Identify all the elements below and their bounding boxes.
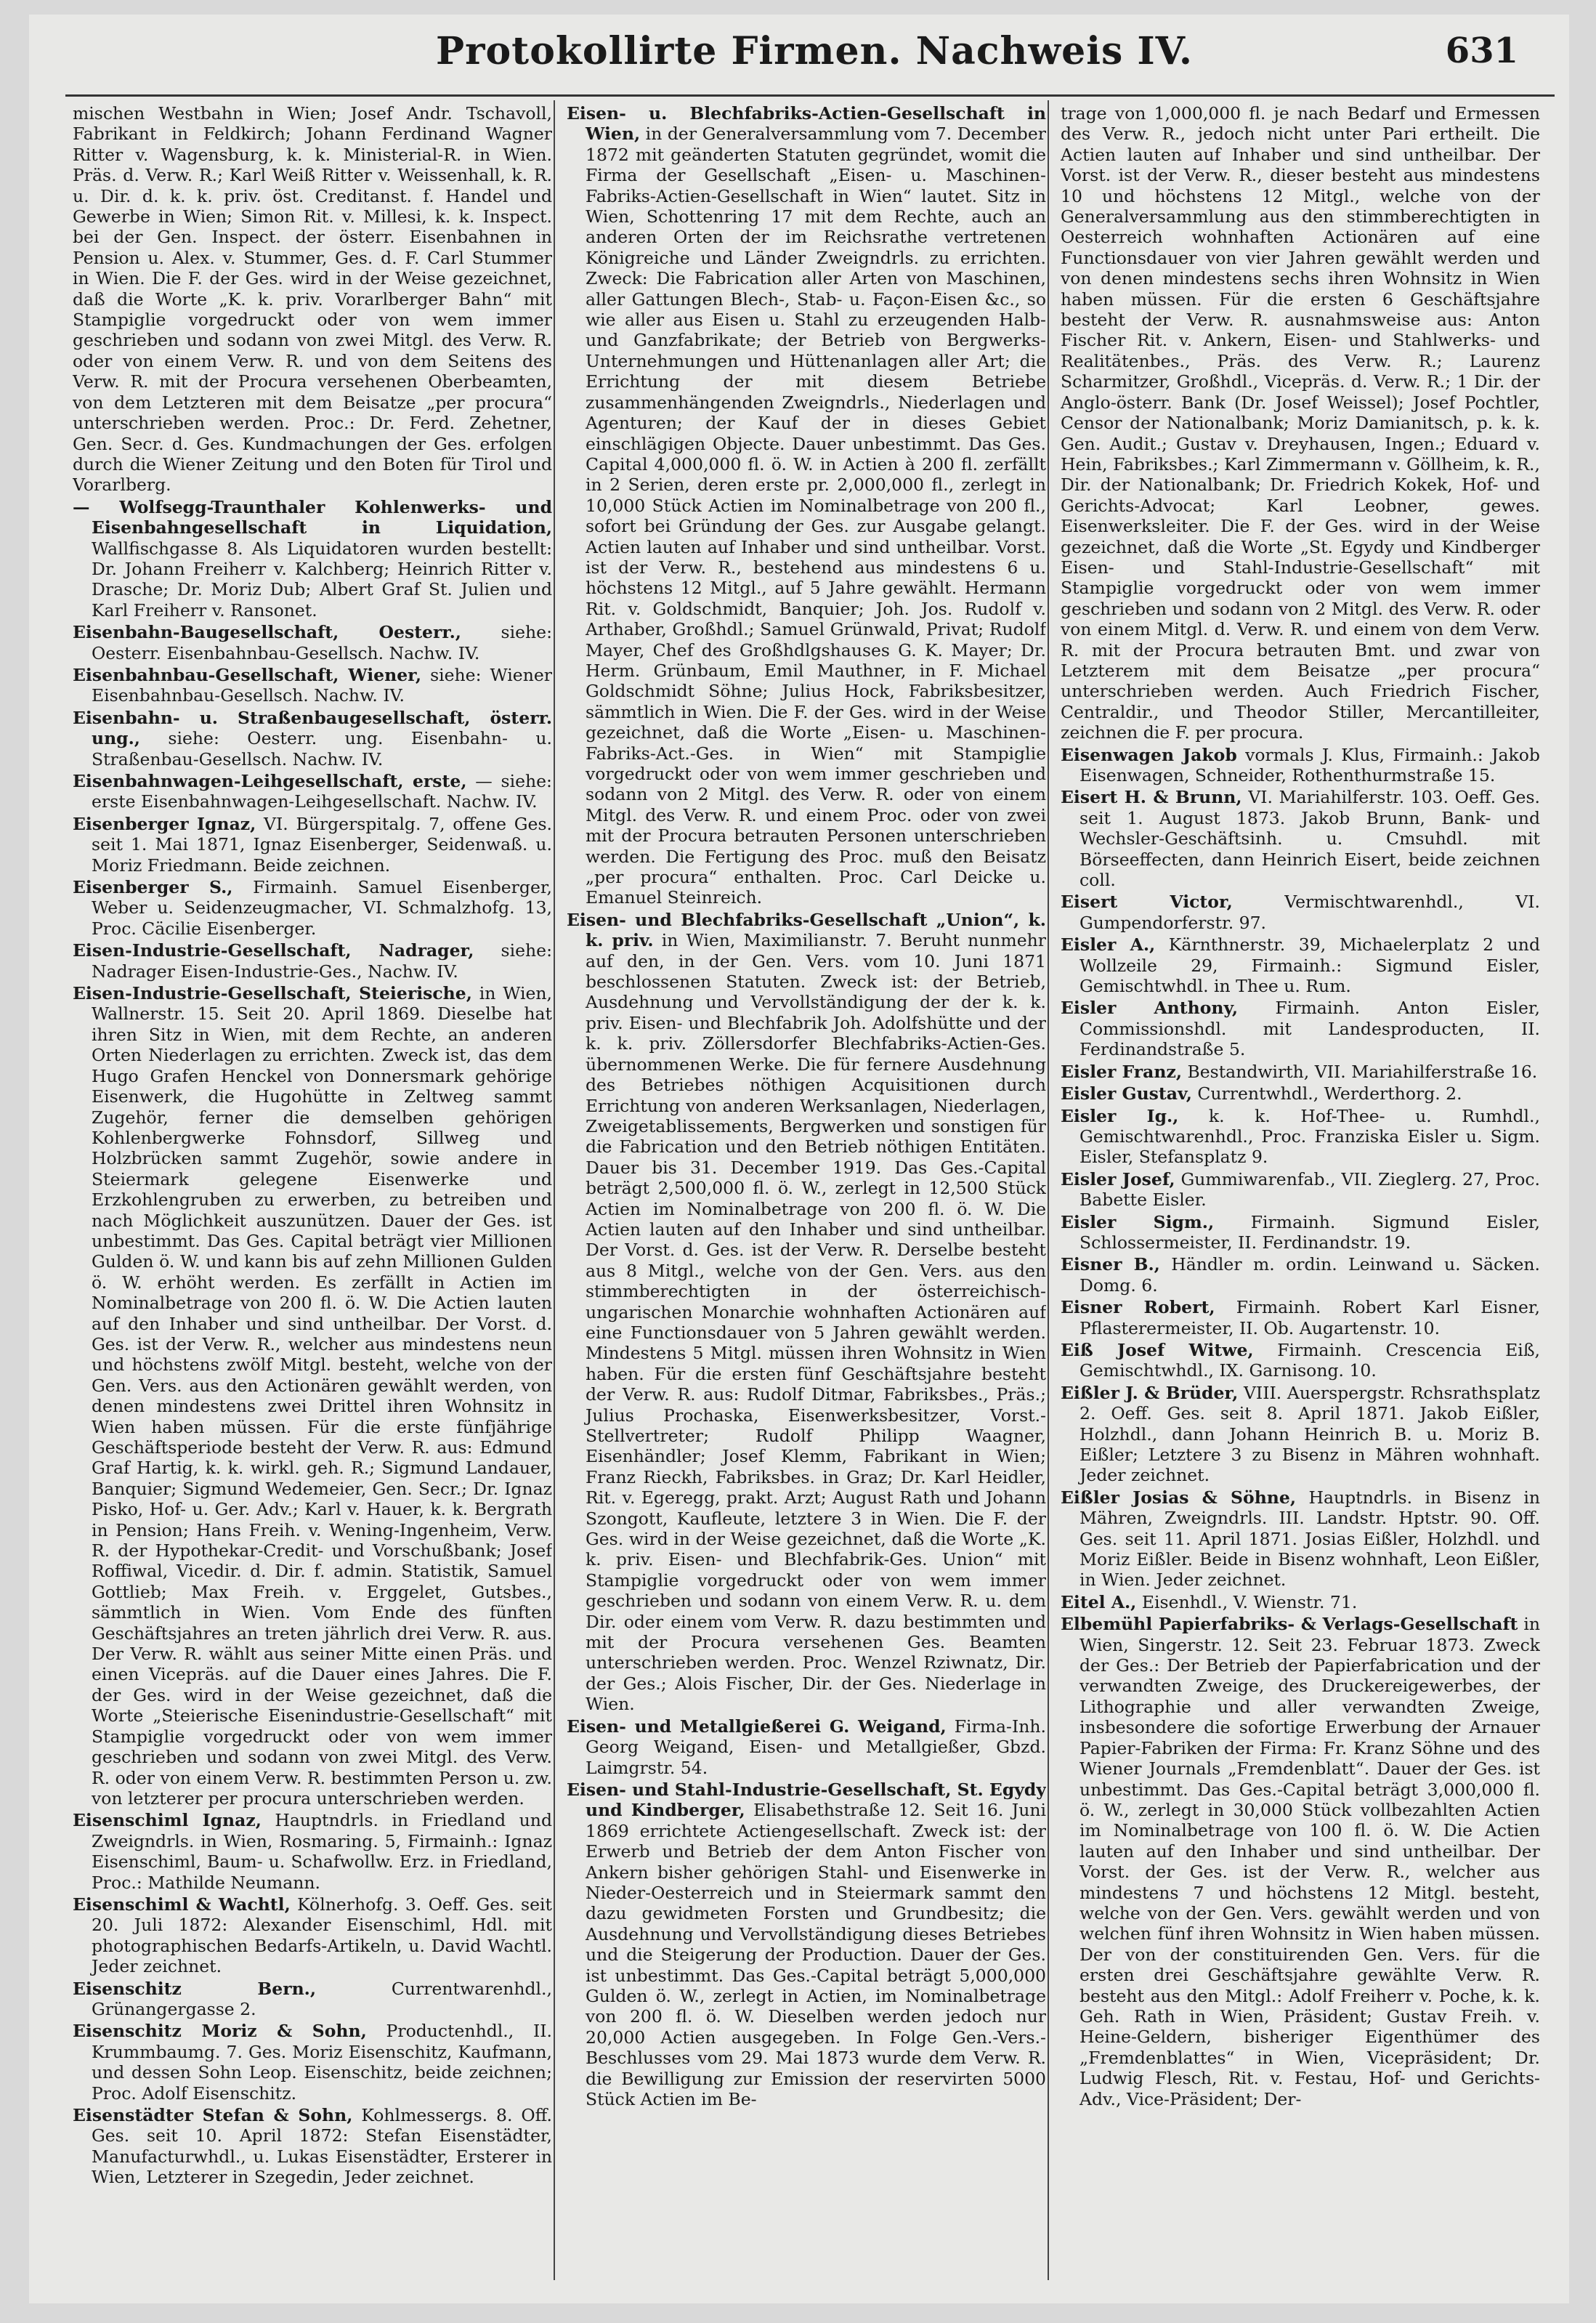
directory-entry: [73, 2105, 552, 2188]
directory-entry: [73, 940, 552, 982]
entry-firm-name: Eisler A.,: [1061, 934, 1156, 956]
entry-text: Kölnerhofg. 3. Oeff. Ges. seit 20. Juli 1872: Alexander Eisenschiml, Hdl. mit photographischen Bedarfs-Artikeln, u. David Wachtl. Jeder zeichnet.: [92, 1894, 552, 1977]
directory-entry: [1061, 1340, 1540, 1381]
entry-text: Händler m. ordin. Leinwand u. Säcken. Domg. 6.: [1079, 1254, 1540, 1296]
directory-entry: [73, 1810, 552, 1893]
column-3: [1061, 103, 1540, 2283]
entry-text: Wallfischgasse 8. Als Liquidatoren wurden bestellt: Dr. Johann Freiherr v. Kalchberg; Heinrich Ritter v. Drasche; Dr. Moriz Dub; Albert Graf St. Julien und Karl Freiherr v. Ransonet.: [92, 538, 552, 621]
directory-entry: [73, 103, 552, 496]
entry-firm-name: Eisert H. & Brunn,: [1061, 787, 1242, 808]
directory-entry: [1061, 1106, 1540, 1168]
entry-text: k. k. Hof-Thee- u. Rumhdl., Gemischtwarenhdl., Proc. Franziska Eisler u. Sigm. Eisler, Stefansplatz 9.: [1079, 1105, 1540, 1168]
directory-entry: [1061, 103, 1540, 743]
column-2: [567, 103, 1046, 2283]
entry-firm-name: Eisenbahnwagen-Leihgesellschaft, erste,: [73, 771, 467, 791]
entry-firm-name: Eisen-Industrie-Gesellschaft, Steierische,: [73, 983, 472, 1004]
entry-firm-name: Eisenschiml & Wachtl,: [73, 1894, 291, 1915]
entry-firm-name: Eisenwagen Jakob: [1061, 744, 1237, 765]
directory-entry: [567, 1779, 1046, 2110]
directory-entry: [73, 983, 552, 1809]
directory-entry: [567, 910, 1046, 1715]
page-header: [29, 15, 1569, 94]
directory-entry: [1061, 745, 1540, 786]
entry-text: Bestandwirth, VII. Mariahilferstraße 16.: [1187, 1061, 1538, 1082]
entry-text: Productenhdl., II. Krummbaumg. 7. Ges. Moriz Eisenschitz, Kaufmann, und dessen Sohn Leop. Eisenschitz, beide zeichnen; Proc. Adolf Eisenschitz.: [92, 2021, 552, 2104]
entry-text: Currentwarenhdl., Grünangergasse 2.: [92, 1978, 552, 2019]
directory-entry: [73, 1979, 552, 2020]
entry-text: siehe: Oesterr. ung. Eisenbahn- u. Straßenbau-Gesellsch. Nachw. IV.: [92, 728, 552, 769]
entry-firm-name: Eiß Josef Witwe,: [1061, 1339, 1254, 1360]
entry-firm-name: Eißler J. & Brüder,: [1061, 1382, 1239, 1403]
entry-text: siehe: Nadrager Eisen-Industrie-Ges., Nachw. IV.: [92, 940, 552, 982]
directory-entry: [1061, 892, 1540, 933]
entry-firm-name: Eisler Ig.,: [1061, 1105, 1179, 1126]
entry-firm-name: Eisert Victor,: [1061, 892, 1233, 913]
entry-text: Kohlmessergs. 8. Off. Ges. seit 10. April 1872: Stefan Eisenstädter, Manufacturwhdl., u. Lukas Eisenstädter, Ersterer in Wien, Letzterer in Szegedin, Jeder zeichnet.: [92, 2105, 552, 2188]
entry-text: trage von 1,000,000 fl. je nach Bedarf und Ermessen des Verw. R., jedoch nicht unter Pari ertheilt. Die Actien lauten auf Inhaber und sind untheilbar. Der Vorst. ist der Verw. R., dieser besteht aus mindestens 10 und höchstens 12 Mitgl., welche von der Generalversammlung aus den stimmberechtigten in Oesterreich wohnhaften Actionären auf eine Functionsdauer von vier Jahren gewählt werden und von denen mindestens sechs ihren Wohnsitz in Wien haben müssen. Für die ersten 6 Geschäftsjahre besteht der Verw. R. ausnahmsweise aus: Anton Fischer Rit. v. Ankern, Eisen- und Stahlwerks- und Realitätenbes., Präs. des Verw. R.; Laurenz Scharmitzer, Großhdl., Vicepräs. d. Verw. R.; 1 Dir. der Anglo-österr. Bank (Dr. Josef Weissel); Josef Pochtler, Censor der Nationalbank; Moriz Damianitsch, p. k. k. Gen. Audit.; Gustav v. Dreyhausen, Ingen.; Eduard v. Hein, Fabriksbes.; Karl Zimmermann v. Göllheim, k. R., Dir. der Nationalbank; Dr. Friedrich Kokek, Hof- und Gerichts-Advocat; Karl Leobner, gewes. Eisenwerksleiter. Die F. der Ges. wird in der Weise gezeichnet, daß die Worte „St. Egydy und Kindberger Eisen- und Stahl-Industrie-Gesellschaft“ mit Stampiglie vorgedruckt oder von wem immer geschrieben und sodann von 2 Mitgl. des Verw. R. oder von einem Mitgl. d. Verw. R. und einem von dem Verw. R. mit der Procura betrauten Bmt. und zwar von Letzterem mit dem Beisatze „per procura“ unterschrieben werden. Auch Friedrich Fischer, Centraldir., und Theodor Stiller, Mercantilleiter, zeichnen die F. per procura.: [1061, 103, 1540, 743]
entry-firm-name: Eisler Franz,: [1061, 1061, 1183, 1082]
directory-entry: [1061, 934, 1540, 996]
directory-entry: [73, 877, 552, 939]
entry-firm-name: Eisen- und Blechfabriks-Gesellschaft „Union“, k. k. priv.: [567, 909, 1046, 951]
entry-text: Eisenhdl., V. Wienstr. 71.: [1141, 1591, 1358, 1612]
page-number: 631: [1445, 31, 1518, 71]
directory-entry: [1061, 1614, 1540, 2109]
entry-text: Kärnthnerstr. 39, Michaelerplatz 2 und Wollzeile 29, Firmainh.: Sigmund Eisler, Gemischtwhdl. in Thee u. Rum.: [1079, 934, 1540, 997]
entry-firm-name: Elbemühl Papierfabriks- & Verlags-Gesellschaft: [1061, 1614, 1518, 1635]
entry-text: Hauptndrls. in Friedland und Zweigndrls. in Wien, Rosmaring. 5, Firmainh.: Ignaz Eisenschiml, Baum- u. Schafwollw. Erz. in Friedland, Proc.: Mathilde Neumann.: [92, 1810, 552, 1893]
directory-entry: [1061, 1383, 1540, 1486]
entry-firm-name: Eisler Anthony,: [1061, 998, 1239, 1019]
page-title: Protokollirte Firmen. Nachweis IV.: [436, 29, 1194, 73]
entry-text: — siehe: erste Eisenbahnwagen-Leihgesellschaft. Nachw. IV.: [92, 771, 552, 812]
entry-text: in Wien, Wallnerstr. 15. Seit 20. April 1869. Dieselbe hat ihren Sitz in Wien, mit dem Rechte, an anderen Orten Niederlagen zu errichten. Zweck ist, das dem Hugo Grafen Henckel von Donnersmark gehörige Eisenwerk, die Hugohütte in Zeltweg sammt Zugehör, ferner die demselben gehörigen Kohlenbergwerke Fohnsdorf, Sillweg und Holzbrücken sammt Zugehör, sowie andere in Steiermark gelegene Eisenwerke und Erzkohlengruben zu erwerben, zu betreiben und nach Möglichkeit auszunützen. Dauer der Ges. ist unbestimmt. Das Ges. Capital beträgt vier Millionen Gulden ö. W. und kann bis auf zehn Millionen Gulden ö. W. erhöht werden. Es zerfällt in Actien im Nominalbetrage von 200 fl. ö. W. Die Actien lauten auf den Inhaber und sind untheilbar. Der Vorst. d. Ges. ist der Verw. R., welcher aus mindestens neun und höchstens zwölf Mitgl. besteht, welche von der Gen. Vers. aus den Actionären gewählt werden, von denen mindestens zwei Drittel ihren Wohnsitz in Wien haben müssen. Für die erste fünfjährige Geschäftsperiode besteht der Verw. R. aus: Edmund Graf Hartig, k. k. wirkl. geh. R.; Sigmund Landauer, Banquier; Sigmund Wedemeier, Gen. Secr.; Dr. Ignaz Pisko, Hof- u. Ger. Adv.; Karl v. Hauer, k. k. Bergrath in Pension; Hans Freih. v. Wening-Ingenheim, Verw. R. der Hypothekar-Credit- und Vorschußbank; Josef Roffiwal, Vicedir. d. Dir. f. admin. Statistik, Samuel Gottlieb; Max Freih. v. Erggelet, Gutsbes., sämmtlich in Wien. Vom Ende des fünften Geschäftsjahres an treten jährlich drei Verw. R. aus. Der Verw. R. wählt aus seiner Mitte einen Präs. und einen Vicepräs. auf die Dauer eines Jahres. Die F. der Ges. wird in der Weise gezeichnet, daß die Worte „Steierische Eisenindustrie-Gesellschaft“ mit Stampiglie vorgedruckt oder von wem immer geschrieben und sodann von zwei Mitgl. des Verw. R. oder von einem Verw. R. bestimmten Person u. zw. von letzterer per procura unterschrieben werden.: [92, 983, 552, 1809]
directory-entry: [73, 2021, 552, 2104]
column-divider: [1048, 100, 1049, 2280]
entry-text: Firma-Inh. Georg Weigand, Eisen- und Metallgießer, Gbzd. Laimgrstr. 54.: [586, 1716, 1046, 1778]
entry-text: Vermischtwarenhdl., VI. Gumpendorferstr. 97.: [1079, 892, 1540, 933]
entry-firm-name: Eisenschitz Bern.,: [73, 1978, 317, 1999]
entry-text: VI. Bürgerspitalg. 7, offene Ges. seit 1. Mai 1871, Ignaz Eisenberger, Seidenwaß. u. Moriz Friedmann. Beide zeichnen.: [92, 813, 552, 876]
entry-firm-name: Eisenstädter Stefan & Sohn,: [73, 2105, 353, 2125]
directory-entry: [1061, 1083, 1540, 1104]
entry-text: Firmainh. Crescencia Eiß, Gemischtwhdl., IX. Garnisong. 10.: [1079, 1339, 1540, 1381]
directory-entry: [73, 708, 552, 769]
entry-text: VIII. Auerspergstr. Rchsrathsplatz 2. Oeff. Ges. seit 8. April 1871. Jakob Eißler, Holzhdl., dann Johann Heinrich B. u. Moriz B. Eißler; Letztere 3 zu Bisenz in Mähren wohnhaft. Jeder zeichnet.: [1079, 1382, 1540, 1486]
entry-firm-name: Eisner Robert,: [1061, 1297, 1215, 1318]
entry-text: Currentwhdl., Werderthorg. 2.: [1197, 1083, 1462, 1104]
entry-firm-name: Eisen- u. Blechfabriks-Actien-Gesellschaft in Wien,: [567, 103, 1046, 145]
directory-entry: [1061, 1487, 1540, 1591]
entry-firm-name: Eisler Gustav,: [1061, 1083, 1192, 1104]
directory-entry: [1061, 1254, 1540, 1296]
directory-entry: [1061, 998, 1540, 1059]
entry-text: siehe: Wiener Eisenbahnbau-Gesellsch. Nachw. IV.: [92, 664, 552, 706]
entry-text: in Wien, Maximilianstr. 7. Beruht nunmehr auf den, in der Gen. Vers. vom 10. Juni 1871 beschlossenen Statuten. Zweck ist: der Betrieb, Ausdehnung und Vervollständigung der der k. k. priv. Eisen- und Blechfabrik Joh. Adolfshütte und der k. k. priv. Zöllersdorfer Blechfabriks-Actien-Ges. übernommenen Werke. Die für fernere Ausdehnung des Betriebes nöthigen Acquisitionen durch Errichtung von anderen Werksanlagen, Niederlagen, Zweigetablissements, Bergwerken und sonstigen für die Fabrication und den Betrieb nöthigen Entitäten. Dauer bis 31. December 1919. Das Ges.-Capital beträgt 2,500,000 fl. ö. W., zerlegt in 12,500 Stück Actien im Nominalbetrage von 200 fl. ö. W. Die Actien lauten auf den Inhaber und sind untheilbar. Der Vorst. d. Ges. ist der Verw. R. Derselbe besteht aus 8 Mitgl., welche von der Gen. Vers. aus den stimmberechtigten in der österreichisch-ungarischen Monarchie wohnhaften Actionären auf eine Functionsdauer von 5 Jahren gewählt werden. Mindestens 5 Mitgl. müssen ihren Wohnsitz in Wien haben. Für die ersten fünf Geschäftsjahre besteht der Verw. R. aus: Rudolf Ditmar, Fabriksbes., Präs.; Julius Prochaska, Eisenwerksbesitzer, Vorst.-Stellvertreter; Rudolf Philipp Waagner, Eisenhändler; Josef Klemm, Fabrikant in Wien; Franz Rieckh, Fabriksbes. in Graz; Dr. Karl Heidler, Rit. v. Egeregg, prakt. Arzt; August Rath und Johann Szongott, Kaufleute, letztere 3 in Wien. Die F. der Ges. wird in der Weise gezeichnet, daß die Worte „K. k. priv. Eisen- und Blechfabrik-Ges. Union“ mit Stampiglie vorgedruckt oder von wem immer geschrieben und sodann von einem Verw. R. u. dem Dir. oder einem vom Verw. R. dazu bestimmten und mit der Procura versehenen Ges. Beamten unterschrieben werden. Proc. Wenzel Rziwnatz, Dir. der Ges.; Alois Fischer, Dir. der Ges. Niederlage in Wien.: [586, 930, 1046, 1715]
entry-firm-name: Eisenbahn- u. Straßenbaugesellschaft, österr. ung.,: [73, 707, 552, 749]
directory-entry: [73, 814, 552, 876]
entry-firm-name: Eisenschiml Ignaz,: [73, 1810, 262, 1831]
directory-entry: [1061, 1169, 1540, 1211]
entry-text: Hauptndrls. in Bisenz in Mähren, Zweigndrls. III. Landstr. Hptstr. 90. Off. Ges. seit 11. April 1871. Josias Eißler, Holzhdl. und Moriz Eißler. Beide in Bisenz wohnhaft, Leon Eißler, in Wien. Jeder zeichnet.: [1079, 1487, 1540, 1591]
entry-text: Firmainh. Anton Eisler, Commissionshdl. mit Landesproducten, II. Ferdinandstraße 5.: [1079, 998, 1540, 1060]
page: [29, 15, 1569, 2303]
directory-entry: [73, 1894, 552, 1977]
entry-firm-name: Eitel A.,: [1061, 1591, 1137, 1612]
entry-firm-name: Eisenberger S.,: [73, 877, 233, 898]
entry-text: Firmainh. Samuel Eisenberger, Weber u. Seidenzeugmacher, VI. Schmalzhofg. 13, Proc. Cäcilie Eisenberger.: [92, 877, 552, 939]
entry-text: siehe: Oesterr. Eisenbahnbau-Gesellsch. Nachw. IV.: [92, 622, 552, 663]
entry-text: Firmainh. Sigmund Eisler, Schlossermeister, II. Ferdinandstr. 19.: [1079, 1211, 1540, 1253]
entry-text: VI. Mariahilferstr. 103. Oeff. Ges. seit 1. August 1873. Jakob Brunn, Bank- und Wechsler-Geschäftsinh. u. Cmsuhdl. mit Börseeffecten, dann Heinrich Eisert, beide zeichnen coll.: [1079, 787, 1540, 891]
entry-text: Elisabethstraße 12. Seit 16. Juni 1869 errichtete Actiengesellschaft. Zweck ist: der Erwerb und Betrieb der dem Anton Fischer von Ankern bisher gehörigen Stahl- und Eisenwerke in Nieder-Oesterreich und in Steiermark sammt den dazu gewidmeten Forsten und Grundbesitz; die Ausdehnung und Vervollständigung dieses Betriebes und die Steigerung der Production. Dauer der Ges. ist unbestimmt. Das Ges.-Capital beträgt 5,000,000 Gulden ö. W., zerlegt in Actien, im Nominalbetrage von 200 fl. ö. W. Dieselben werden jedoch nur 20,000 Actien ausgegeben. In Folge Gen.-Vers.-Beschlusses vom 29. Mai 1873 wurde dem Verw. R. die Bewilligung zur Emission der reservirten 5000 Stück Actien im Be-: [586, 1800, 1046, 2109]
directory-entry: [1061, 1062, 1540, 1082]
entry-text: mischen Westbahn in Wien; Josef Andr. Tschavoll, Fabrikant in Feldkirch; Johann Ferdinand Wagner Ritter v. Wagensburg, k. k. Ministerial-R. in Wien. Präs. d. Verw. R.; Karl Weiß Ritter v. Weissenhall, k. R. u. Dir. d. k. k. priv. öst. Creditanst. f. Handel und Gewerbe in Wien; Simon Rit. v. Millesi, k. k. Inspect. bei der Gen. Inspect. der österr. Eisenbahnen in Pension u. Alex. v. Stummer, Ges. d. F. Carl Stummer in Wien. Die F. der Ges. wird in der Weise gezeichnet, daß die Worte „K. k. priv. Vorarlberger Bahn“ mit Stampiglie vorgedruckt oder von wem immer geschrieben und sodann von zwei Mitgl. des Verw. R. oder von einem Verw. R. und von dem Seitens des Verw. R. mit der Procura versehenen Oberbeamten, von dem Letzteren mit dem Beisatze „per procura“ unterschrieben werden. Proc.: Dr. Ferd. Zehetner, Gen. Secr. d. Ges. Kundmachungen der Ges. erfolgen durch die Wiener Zeitung und den Boten für Tirol und Vorarlberg.: [73, 103, 552, 496]
entry-text: vormals J. Klus, Firmainh.: Jakob Eisenwagen, Schneider, Rothenthurmstraße 15.: [1079, 744, 1540, 785]
entry-firm-name: Eisenberger Ignaz,: [73, 813, 256, 834]
directory-entry: [73, 497, 552, 621]
directory-entry: [1061, 787, 1540, 890]
entry-text: Firmainh. Robert Karl Eisner, Pflasterermeister, II. Ob. Augartenstr. 10.: [1079, 1297, 1540, 1338]
directory-entry: [1061, 1212, 1540, 1253]
directory-entry: [567, 103, 1046, 908]
entry-firm-name: Eisen- und Stahl-Industrie-Gesellschaft, St. Egydy und Kindberger,: [567, 1779, 1046, 1821]
directory-entry: [73, 665, 552, 706]
entry-firm-name: Eisenschitz Moriz & Sohn,: [73, 2021, 367, 2042]
entry-firm-name: Eisler Sigm.,: [1061, 1211, 1215, 1232]
entry-text: Gummiwarenfab., VII. Zieglerg. 27, Proc. Babette Eisler.: [1079, 1168, 1540, 1211]
directory-entry: [73, 771, 552, 812]
entry-firm-name: Eisen-Industrie-Gesellschaft, Nadrager,: [73, 940, 474, 961]
entry-firm-name: Eißler Josias & Söhne,: [1061, 1487, 1297, 1508]
entry-firm-name: Eisenbahnbau-Gesellschaft, Wiener,: [73, 664, 421, 685]
entry-firm-name: Eisen- und Metallgießerei G. Weigand,: [567, 1716, 947, 1737]
entry-text: in der Generalversammlung vom 7. December 1872 mit geänderten Statuten gegründet, womit die Firma der Gesellschaft „Eisen- u. Maschinen-Fabriks-Actien-Gesellschaft in Wien“ lautet. Sitz in Wien, Schottenring 17 mit dem Rechte, auch an anderen Orten der im Reichsrathe vertretenen Königreiche und Länder Zweigndrls. zu errichten. Zweck: Die Fabrication aller Arten von Maschinen, aller Gattungen Blech-, Stab- u. Façon-Eisen &c., so wie aller aus Eisen u. Stahl zu erzeugenden Halb- und Ganzfabrikate; der Betrieb von Bergwerks-Unternehmungen und Hüttenanlagen aller Art; die Errichtung der mit diesem Betriebe zusammenhängenden Zweigndrls., Niederlagen und Agenturen; der Kauf der in dieses Gebiet einschlägigen Objecte. Dauer unbestimmt. Das Ges. Capital 4,000,000 fl. ö. W. in Actien à 200 fl. zerfällt in 2 Serien, deren erste pr. 2,000,000 fl., zerlegt in 10,000 Stück Actien im Nominalbetrage von 200 fl., sofort bei Gründung der Ges. zur Ausgabe gelangt. Actien lauten auf Inhaber und sind untheilbar. Vorst. ist der Verw. R., bestehend aus mindestens 6 u. höchstens 12 Mitgl., auf 5 Jahre gewählt. Hermann Rit. v. Goldschmidt, Banquier; Joh. Jos. Rudolf v. Arthaber, Großhdl.; Samuel Grünwald, Privat; Rudolf Mayer, Chef des Großhdlgshauses G. K. Mayer; Dr. Herm. Grünbaum, Emil Mauthner, in F. Michael Goldschmidt Söhne; Julius Hock, Fabriksbesitzer, sämmtlich in Wien. Die F. der Ges. wird in der Weise gezeichnet, daß die Worte „Eisen- u. Maschinen-Fabriks-Act.-Ges. in Wien“ mit Stampiglie vorgedruckt oder von wem immer geschrieben und sodann von 2 Mitgl. des Verw. R. oder von einem Mitgl. des Verw. R. und einem Proc. oder von zwei mit der Procura betrauten Personen unterschrieben werden. Die Fertigung des Proc. muß den Beisatz „per procura“ enthalten. Proc. Carl Deicke u. Emanuel Steinreich.: [586, 124, 1046, 908]
entry-firm-name: Eisenbahn-Baugesellschaft, Oesterr.,: [73, 622, 461, 643]
entry-text: in Wien, Singerstr. 12. Seit 23. Februar 1873. Zweck der Ges.: Der Betrieb der Papierfabrication und der verwandten Zweige, des Druckereigewerbes, der Lithographie und aller verwandten Zweige, insbesondere die sofortige Erwerbung der Arnauer Papier-Fabriken der Firma: Fr. Kranz Söhne und des Wiener Journals „Fremdenblatt“. Dauer der Ges. ist unbestimmt. Das Ges.-Capital beträgt 3,000,000 fl. ö. W., zerlegt in 30,000 Stück vollbezahlten Actien im Nominalbetrage von 100 fl. ö. W. Die Actien lauten auf den Inhaber und sind untheilbar. Der Vorst. der Ges. ist der Verw. R., welcher aus mindestens 7 und höchstens 12 Mitgl. besteht, welche von der Gen. Vers. gewählt werden und von welchen fünf ihren Wohnsitz in Wien haben müssen. Der von der constituirenden Gen. Vers. für die ersten drei Geschäftsjahre gewählte Verw. R. besteht aus den Mitgl.: Adolf Freiherr v. Poche, k. k. Geh. Rath in Wien, Präsident; Gustav Freih. v. Heine-Geldern, bisheriger Eigenthümer des „Fremdenblattes“ in Wien, Vicepräsident; Dr. Ludwig Flesch, Rit. v. Festau, Hof- und Gerichts-Adv., Vice-Präsident; Der-: [1079, 1614, 1540, 2109]
entry-firm-name: Eisler Josef,: [1061, 1168, 1175, 1189]
column-divider: [554, 100, 555, 2280]
directory-entry: [1061, 1592, 1540, 1612]
entry-firm-name: — Wolfsegg-Traunthaler Kohlenwerks- und Eisenbahngesellschaft in Liquidation,: [73, 496, 552, 538]
header-rule: [65, 94, 1555, 97]
entry-firm-name: Eisner B.,: [1061, 1254, 1160, 1275]
directory-entry: [1061, 1297, 1540, 1338]
directory-entry: [73, 622, 552, 663]
column-1: [73, 103, 552, 2283]
directory-entry: [567, 1716, 1046, 1778]
